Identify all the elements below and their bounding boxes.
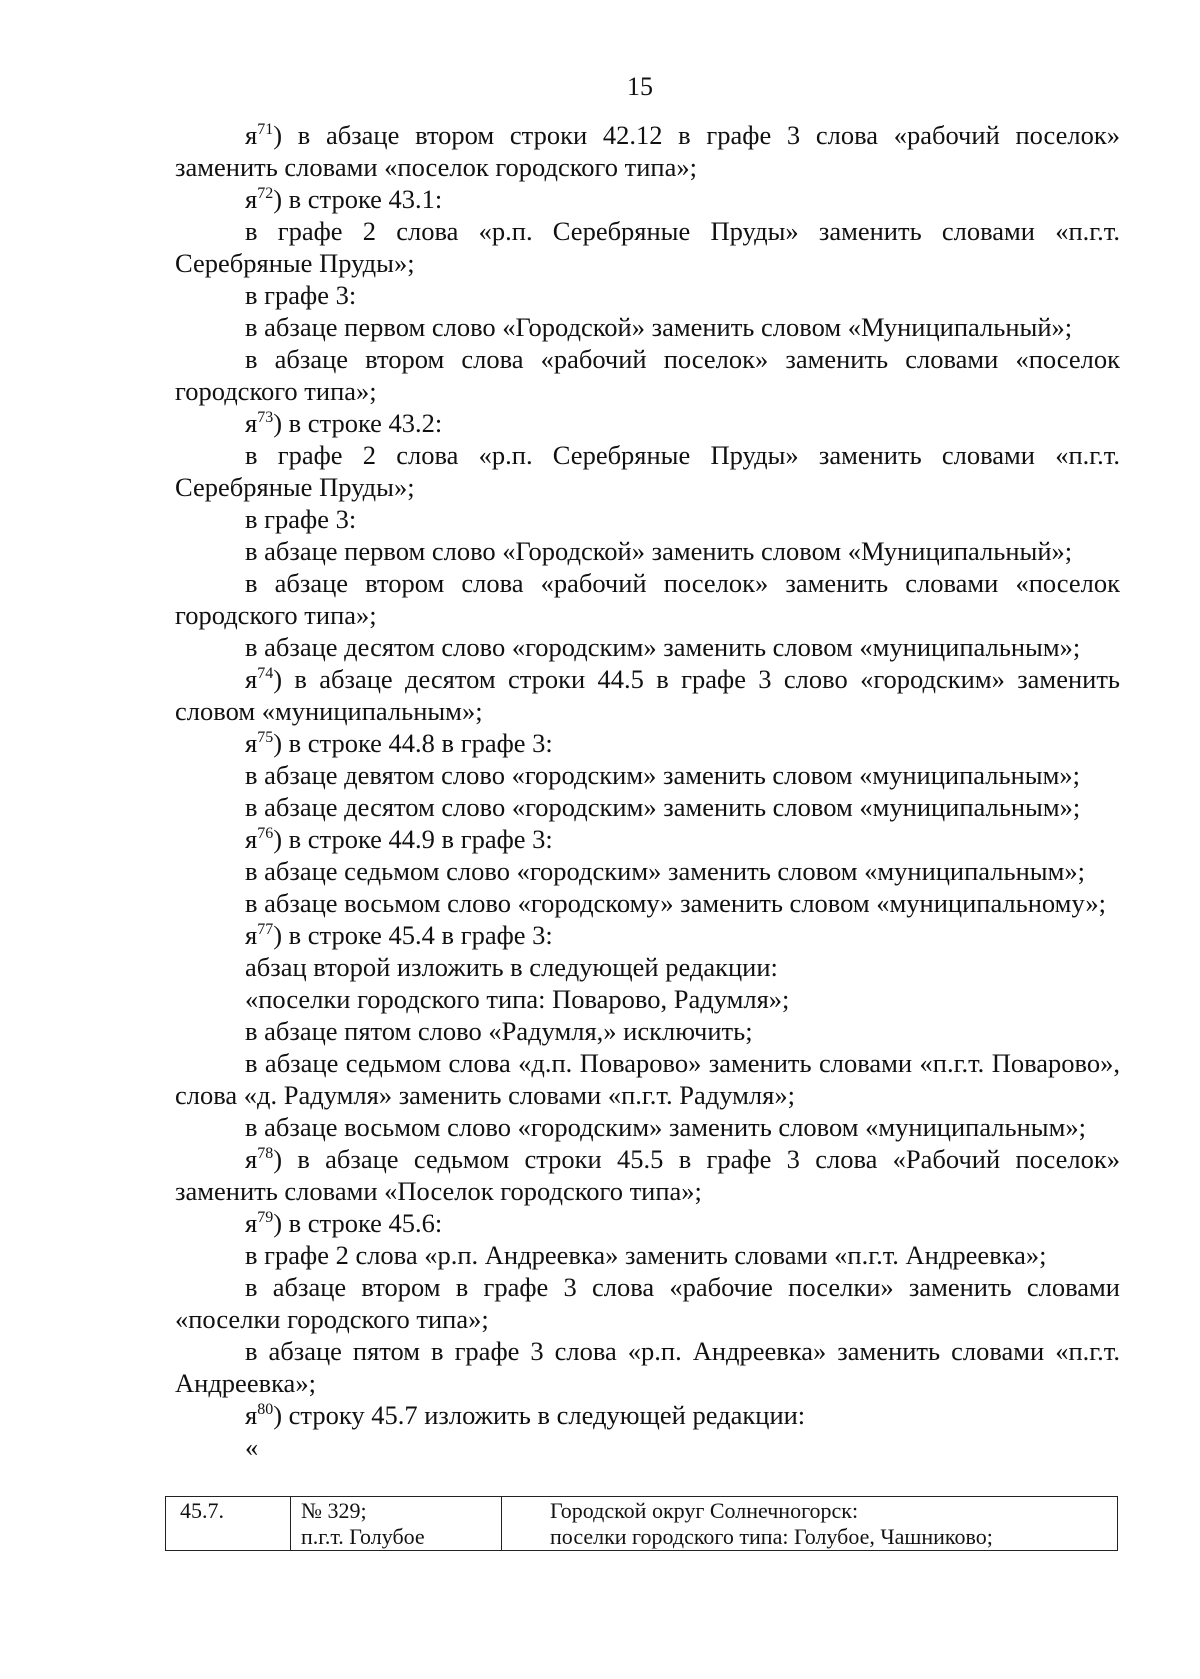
paragraph bbox=[175, 1207, 1120, 1239]
settlement-line: п.г.т. Голубое bbox=[301, 1524, 425, 1549]
item-letter: я bbox=[245, 1144, 258, 1174]
paragraph-text: в абзаце втором в графе 3 слова «рабочие поселки» заменить словами «поселки городского типа»; bbox=[175, 1272, 1120, 1334]
paragraph-text: в графе 3: bbox=[245, 280, 357, 310]
paragraph bbox=[175, 1015, 1120, 1047]
paragraph-text: в абзаце пятом в графе 3 слова «р.п. Андреевка» заменить словами «п.г.т. Андреевка»; bbox=[175, 1336, 1120, 1398]
paragraph bbox=[175, 567, 1120, 631]
paragraph-text: ) в строке 44.9 в графе 3: bbox=[273, 824, 553, 854]
paragraph-text: в абзаце втором слова «рабочий поселок» заменить словами «поселок городского типа»; bbox=[175, 568, 1120, 630]
opening-quote: « bbox=[245, 1432, 259, 1462]
paragraph-text: в графе 3: bbox=[245, 504, 357, 534]
paragraph bbox=[175, 439, 1120, 503]
item-letter: я bbox=[245, 920, 258, 950]
paragraph bbox=[175, 343, 1120, 407]
paragraph bbox=[175, 919, 1120, 951]
table-cell-description bbox=[502, 1497, 1118, 1551]
paragraph-text: в абзаце восьмом слово «городским» заменить словом «муниципальным»; bbox=[245, 1112, 1086, 1142]
paragraph bbox=[175, 1047, 1120, 1111]
amendment-table bbox=[165, 1496, 1118, 1551]
paragraph-text: в абзаце седьмом слово «городским» заменить словом «муниципальным»; bbox=[245, 856, 1085, 886]
paragraph-text: в абзаце втором слова «рабочий поселок» заменить словами «поселок городского типа»; bbox=[175, 344, 1120, 406]
paragraph bbox=[175, 535, 1120, 567]
item-superscript: 75 bbox=[257, 729, 274, 747]
item-letter: я bbox=[245, 1208, 258, 1238]
paragraph-text: ) в строке 45.6: bbox=[273, 1208, 443, 1238]
paragraph bbox=[175, 1239, 1120, 1271]
paragraph bbox=[175, 887, 1120, 919]
item-letter: я bbox=[245, 664, 258, 694]
paragraph-text: ) в строке 43.1: bbox=[273, 184, 443, 214]
paragraph bbox=[175, 983, 1120, 1015]
paragraph-text: абзац второй изложить в следующей редакции: bbox=[245, 952, 778, 982]
code-line: № 329; bbox=[301, 1498, 367, 1523]
paragraph-text: в графе 2 слова «р.п. Андреевка» заменить словами «п.г.т. Андреевка»; bbox=[245, 1240, 1047, 1270]
paragraph-text: в абзаце первом слово «Городской» заменить словом «Муниципальный»; bbox=[245, 536, 1073, 566]
paragraph bbox=[175, 663, 1120, 727]
paragraph bbox=[175, 119, 1120, 183]
paragraph-text: ) в строке 44.8 в графе 3: bbox=[273, 728, 553, 758]
item-letter: я bbox=[245, 120, 258, 150]
paragraph bbox=[175, 503, 1120, 535]
paragraph-text: ) в строке 43.2: bbox=[273, 408, 443, 438]
item-superscript: 78 bbox=[257, 1145, 274, 1163]
paragraph-text: ) в абзаце седьмом строки 45.5 в графе 3 слова «Рабочий поселок» заменить словами «Поселок городского типа»; bbox=[175, 1144, 1120, 1206]
settlements-line: поселки городского типа: Голубое, Чашниково; bbox=[550, 1524, 993, 1549]
item-superscript: 72 bbox=[257, 185, 274, 203]
paragraph bbox=[175, 1271, 1120, 1335]
paragraph-text: в абзаце девятом слово «городским» заменить словом «муниципальным»; bbox=[245, 760, 1080, 790]
table-row bbox=[166, 1497, 1118, 1551]
table-cell-number bbox=[166, 1497, 291, 1551]
paragraph bbox=[175, 951, 1120, 983]
paragraph-text: в абзаце седьмом слова «д.п. Поварово» заменить словами «п.г.т. Поварово», слова «д. Радумля» заменить словами «п.г.т. Радумля»; bbox=[175, 1048, 1120, 1110]
paragraph bbox=[175, 1335, 1120, 1399]
paragraph-text: «поселки городского типа: Поварово, Радумля»; bbox=[245, 984, 790, 1014]
item-letter: я bbox=[245, 1400, 258, 1430]
paragraph bbox=[175, 823, 1120, 855]
item-letter: я bbox=[245, 824, 258, 854]
paragraph-text: в графе 2 слова «р.п. Серебряные Пруды» заменить словами «п.г.т. Серебряные Пруды»; bbox=[175, 440, 1120, 502]
paragraph bbox=[175, 311, 1120, 343]
paragraph-text: ) в абзаце десятом строки 44.5 в графе 3 слово «городским» заменить словом «муниципальным»; bbox=[175, 664, 1120, 726]
paragraph bbox=[175, 407, 1120, 439]
paragraph bbox=[175, 215, 1120, 279]
paragraph bbox=[175, 1143, 1120, 1207]
paragraph bbox=[175, 1399, 1120, 1431]
paragraph-text: в графе 2 слова «р.п. Серебряные Пруды» заменить словами «п.г.т. Серебряные Пруды»; bbox=[175, 216, 1120, 278]
paragraph-text: ) в абзаце втором строки 42.12 в графе 3 слова «рабочий поселок» заменить словами «поселок городского типа»; bbox=[175, 120, 1120, 182]
row-number: 45.7. bbox=[180, 1498, 224, 1523]
paragraph-text: в абзаце пятом слово «Радумля,» исключить; bbox=[245, 1016, 753, 1046]
paragraph-text: ) в строке 45.4 в графе 3: bbox=[273, 920, 553, 950]
item-superscript: 77 bbox=[257, 921, 274, 939]
page-number: 15 bbox=[627, 72, 653, 101]
table-cell-code bbox=[291, 1497, 502, 1551]
item-letter: я bbox=[245, 184, 258, 214]
item-superscript: 74 bbox=[257, 665, 274, 683]
district-line: Городской округ Солнечногорск: bbox=[550, 1498, 859, 1523]
item-letter: я bbox=[245, 408, 258, 438]
paragraph bbox=[175, 727, 1120, 759]
paragraph-text: в абзаце десятом слово «городским» заменить словом «муниципальным»; bbox=[245, 792, 1081, 822]
item-superscript: 79 bbox=[257, 1209, 274, 1227]
paragraph-text: в абзаце восьмом слово «городскому» заменить словом «муниципальному»; bbox=[245, 888, 1106, 918]
paragraph-text: в абзаце первом слово «Городской» заменить словом «Муниципальный»; bbox=[245, 312, 1073, 342]
paragraph bbox=[175, 791, 1120, 823]
paragraph bbox=[175, 279, 1120, 311]
item-superscript: 80 bbox=[257, 1401, 274, 1419]
document-body bbox=[175, 119, 1120, 1463]
paragraph-text: ) строку 45.7 изложить в следующей редакции: bbox=[273, 1400, 806, 1430]
item-superscript: 71 bbox=[257, 121, 274, 139]
paragraph bbox=[175, 855, 1120, 887]
item-superscript: 76 bbox=[257, 825, 274, 843]
item-letter: я bbox=[245, 728, 258, 758]
item-superscript: 73 bbox=[257, 409, 274, 427]
paragraph bbox=[175, 759, 1120, 791]
paragraph bbox=[175, 183, 1120, 215]
paragraph-text: в абзаце десятом слово «городским» заменить словом «муниципальным»; bbox=[245, 632, 1081, 662]
paragraph bbox=[175, 1111, 1120, 1143]
paragraph bbox=[175, 631, 1120, 663]
